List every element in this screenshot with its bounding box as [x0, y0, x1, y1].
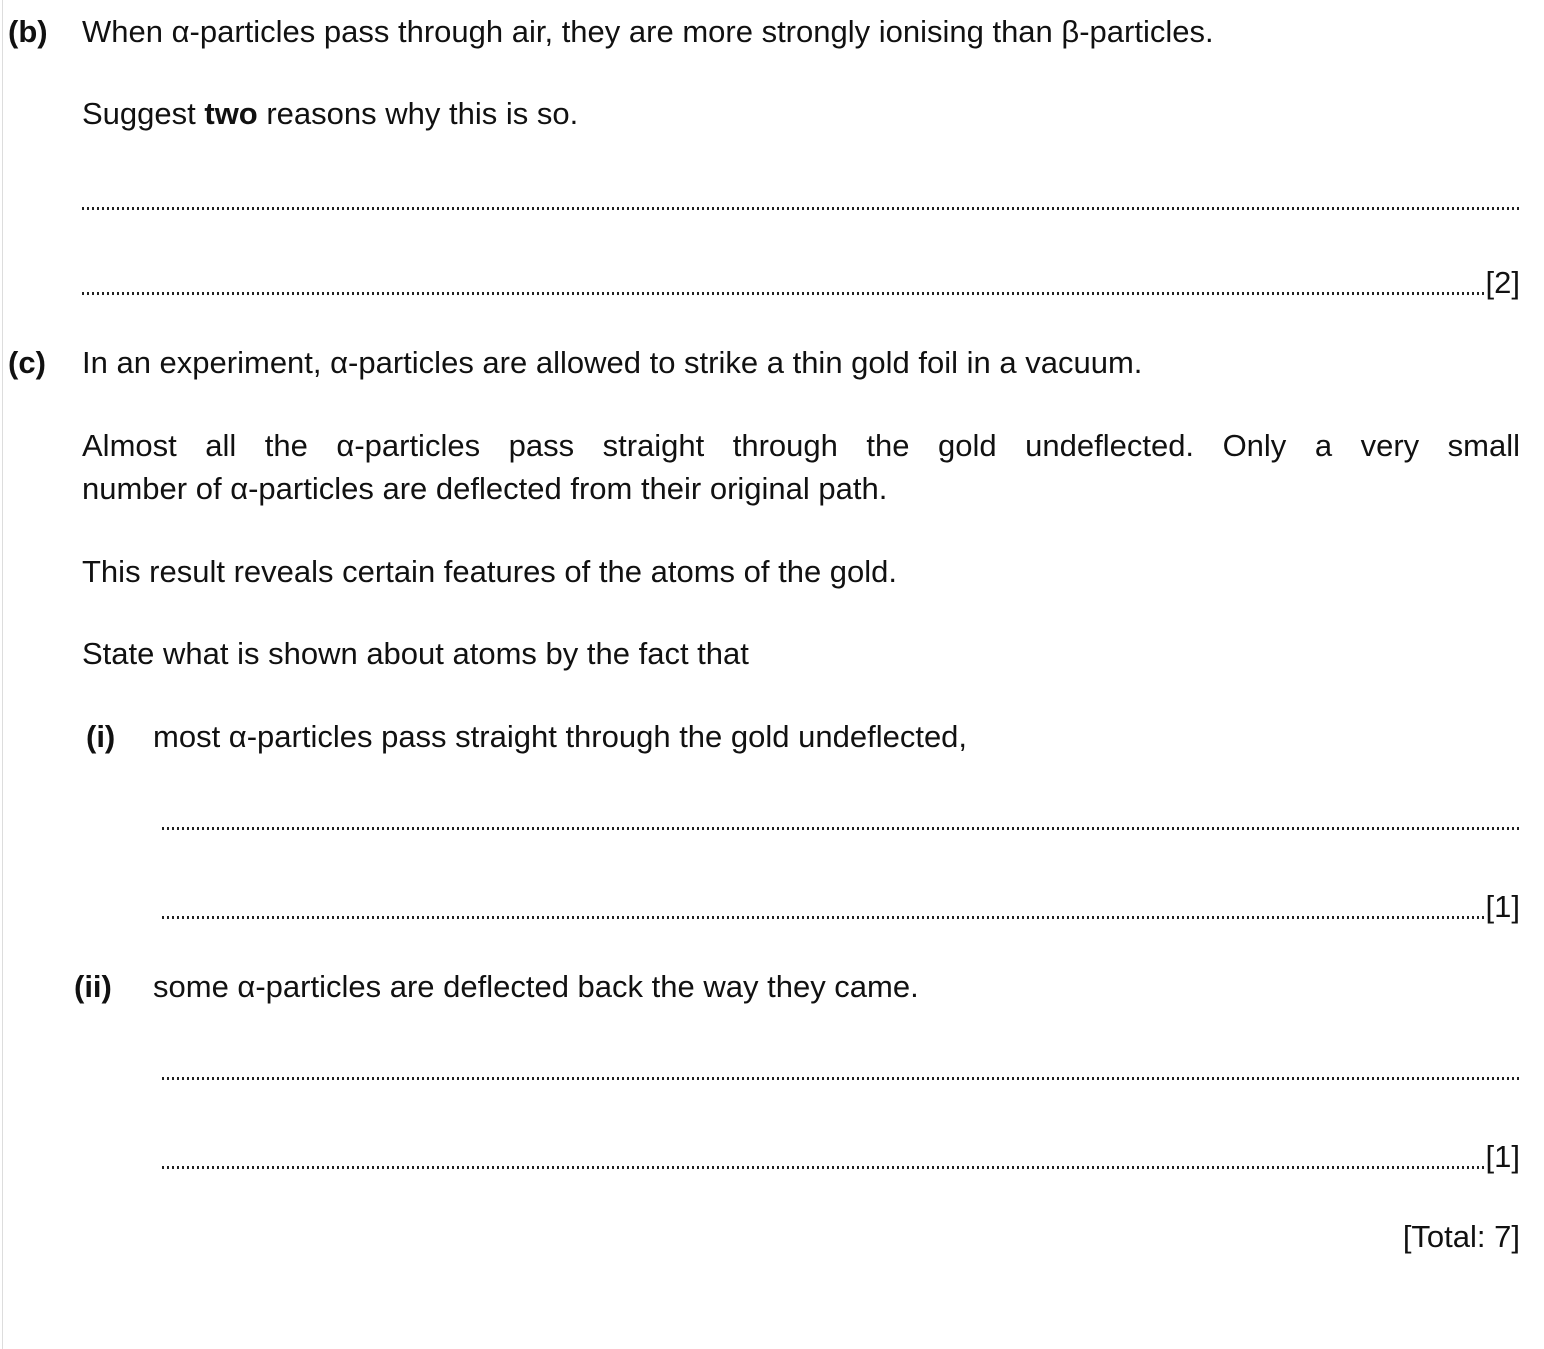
answer-line[interactable] — [162, 1050, 1520, 1086]
sub-i-label: (i) — [86, 719, 116, 754]
part-c-para1-line1: Almost all the α-particles pass straight through the gold undeflected. Only a very small — [82, 428, 1520, 463]
part-b-question: When α-particles pass through air, they are more strongly ionising than β-particles. — [82, 14, 1214, 49]
sub-ii-label: (ii) — [74, 969, 112, 1004]
answer-line[interactable] — [82, 265, 1520, 301]
dotted-line — [162, 1166, 1484, 1169]
dotted-line — [82, 292, 1484, 295]
dotted-line — [162, 827, 1520, 830]
answer-line[interactable] — [162, 800, 1520, 836]
dotted-line — [82, 207, 1520, 210]
instruction-text: Suggest — [82, 96, 205, 131]
answer-line[interactable] — [82, 180, 1520, 216]
marks: [1] — [1485, 889, 1520, 924]
instruction-text: reasons why this is so. — [257, 96, 579, 131]
part-c-label: (c) — [8, 345, 46, 380]
part-c-intro: In an experiment, α-particles are allowed to strike a thin gold foil in a vacuum. — [82, 345, 1143, 380]
part-c-para1-line2: number of α-particles are deflected from their original path. — [82, 471, 888, 506]
sub-i-text: most α-particles pass straight through the gold undeflected, — [153, 719, 968, 754]
marks: [2] — [1485, 265, 1520, 300]
total-marks: [Total: 7] — [1402, 1219, 1520, 1254]
answer-line[interactable] — [162, 889, 1520, 925]
part-c-para2: This result reveals certain features of the atoms of the gold. — [82, 554, 898, 589]
dotted-line — [162, 916, 1484, 919]
dotted-line — [162, 1077, 1520, 1080]
answer-line[interactable] — [162, 1139, 1520, 1175]
part-c-para3: State what is shown about atoms by the fact that — [82, 636, 749, 671]
marks: [1] — [1485, 1139, 1520, 1174]
instruction-bold: two — [204, 96, 258, 131]
part-b-instruction — [82, 96, 578, 132]
sub-ii-text: some α-particles are deflected back the way they came. — [153, 969, 919, 1004]
part-b-label: (b) — [8, 14, 48, 49]
page-edge — [2, 0, 3, 1349]
